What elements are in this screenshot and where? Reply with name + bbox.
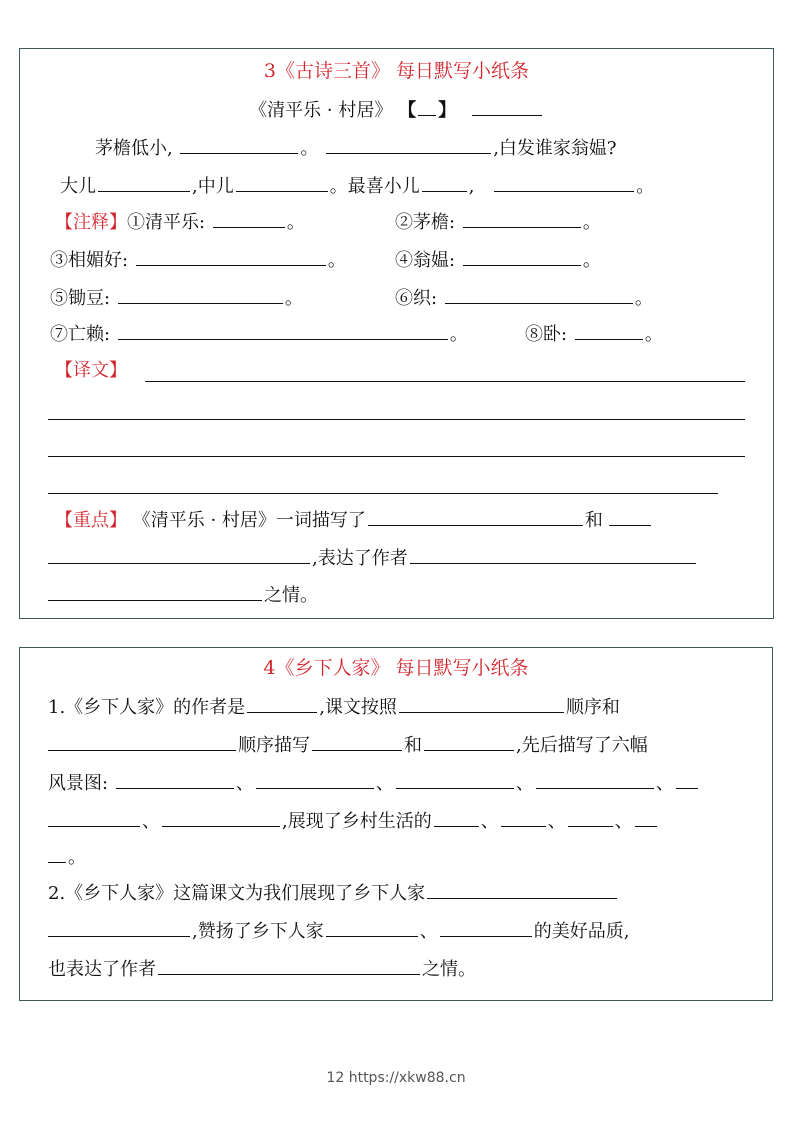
text: 。最喜小儿 [329, 176, 420, 197]
scene-blank[interactable] [536, 770, 654, 789]
translation-label: 【译文】 [55, 360, 127, 381]
dictation-card-xiangxia [19, 647, 773, 1001]
notes-row-3b [395, 285, 773, 311]
blank[interactable] [48, 545, 310, 564]
note-blank[interactable] [445, 285, 633, 304]
text: 。 [582, 212, 601, 233]
q2-row-3 [48, 956, 772, 982]
blank[interactable] [158, 956, 420, 975]
text: 顺序描写 [238, 735, 310, 756]
text: 也表达了作者 [48, 959, 156, 980]
text: 大儿 [60, 176, 96, 197]
text: 、 [235, 773, 254, 794]
text: 。 [327, 250, 346, 271]
notes-row-4b [525, 321, 773, 347]
q1-row-1 [48, 694, 772, 720]
blank[interactable] [98, 173, 190, 192]
note-label: ⑤锄豆: [50, 288, 111, 309]
translation-line-1[interactable] [145, 381, 745, 382]
page-footer: 12 https://xkw88.cn [326, 1070, 466, 1086]
text: 2.《乡下人家》这篇课文为我们展现了乡下人家 [48, 883, 426, 904]
text: 1.《乡下人家》的作者是 [48, 697, 246, 718]
text: 的美好品质, [533, 921, 630, 942]
text: 《清平乐 · 村居》一词描写了 [132, 510, 366, 531]
text: 。 [68, 847, 86, 868]
key-row-2 [48, 545, 773, 571]
key-row-1 [55, 507, 773, 533]
translation-line-2[interactable] [48, 419, 745, 420]
note-blank[interactable] [213, 209, 285, 228]
note-blank[interactable] [118, 321, 448, 340]
card-title: 3《古诗三首》 每日默写小纸条 [263, 60, 530, 82]
note-label: ⑧卧: [525, 324, 568, 345]
note-blank[interactable] [136, 247, 326, 266]
text: 和 [584, 510, 603, 531]
text: 顺序和 [565, 697, 620, 718]
q1-row-3 [48, 770, 772, 796]
blank[interactable] [247, 694, 317, 713]
poem-line-2 [60, 173, 773, 199]
text: 、 [614, 811, 633, 832]
blank[interactable] [48, 582, 262, 601]
note-label: ⑦亡赖: [50, 324, 111, 345]
blank[interactable] [368, 507, 583, 526]
text: 。 [449, 324, 468, 345]
q2-row-1 [48, 880, 772, 906]
blank[interactable] [410, 545, 696, 564]
blank[interactable] [422, 173, 467, 192]
text: , [468, 176, 475, 197]
text: ,白发谁家翁媪? [493, 138, 617, 159]
text: 茅檐低小, [95, 138, 173, 159]
note-blank[interactable] [463, 209, 581, 228]
translation-line-3[interactable] [48, 456, 745, 457]
note-blank[interactable] [463, 247, 581, 266]
blank[interactable] [568, 808, 613, 827]
poem-title-row [20, 97, 773, 123]
q1-row-4 [48, 808, 772, 834]
text: 、 [480, 811, 499, 832]
text: 、 [547, 811, 566, 832]
text: 、 [375, 773, 394, 794]
dictation-card-gushi [19, 48, 774, 619]
key-label: 【重点】 [55, 510, 127, 531]
bracket-open: 【 [398, 100, 417, 121]
text: 。 [634, 288, 653, 309]
blank[interactable] [635, 808, 657, 827]
key-row-3 [48, 582, 773, 608]
text: 。 [636, 176, 655, 197]
text: 风景图: [48, 773, 109, 794]
text: 。 [286, 212, 305, 233]
poem-line-1 [95, 135, 773, 161]
poem-title: 《清平乐 · 村居》 [249, 100, 393, 121]
blank[interactable] [180, 135, 298, 154]
blank[interactable] [609, 507, 651, 526]
blank[interactable] [440, 918, 532, 937]
text: ,课文按照 [319, 697, 397, 718]
blank[interactable] [326, 135, 491, 154]
text: 。 [300, 138, 319, 159]
card-title: 4《乡下人家》 每日默写小纸条 [263, 657, 529, 679]
blank[interactable] [501, 808, 546, 827]
scene-blank[interactable] [116, 770, 234, 789]
notes-row-2b [395, 247, 773, 273]
blank[interactable] [236, 173, 328, 192]
text: ,展现了乡村生活的 [282, 811, 432, 832]
text: ,先后描写了六幅 [516, 735, 648, 756]
q2-row-2 [48, 918, 772, 944]
notes-label: 【注释】 [55, 212, 127, 233]
note-label: ③相媚好: [50, 250, 129, 271]
text: ,赞扬了乡下人家 [192, 921, 324, 942]
scene-blank[interactable] [48, 808, 140, 827]
blank[interactable] [424, 732, 514, 751]
dynasty-blank[interactable] [418, 97, 436, 116]
text: ,表达了作者 [312, 548, 408, 569]
note-label: ⑥织: [395, 288, 438, 309]
bracket-close: 】 [438, 100, 457, 121]
note-label: ④翁媪: [395, 250, 456, 271]
text: 、 [419, 921, 438, 942]
blank[interactable] [48, 844, 66, 863]
text: 。 [582, 250, 601, 271]
blank[interactable] [48, 732, 236, 751]
blank[interactable] [434, 808, 479, 827]
blank[interactable] [399, 694, 564, 713]
blank[interactable] [326, 918, 418, 937]
text: 。 [644, 324, 663, 345]
notes-row-1b [395, 209, 773, 235]
blank[interactable] [48, 918, 190, 937]
text: 、 [515, 773, 534, 794]
text: 之情。 [422, 959, 476, 980]
blank[interactable] [312, 732, 402, 751]
author-blank[interactable] [472, 97, 542, 116]
blank[interactable] [494, 173, 634, 192]
translation-line-4[interactable] [48, 493, 718, 494]
scene-blank[interactable] [676, 770, 698, 789]
scene-blank[interactable] [162, 808, 280, 827]
q1-row-2 [48, 732, 772, 758]
text: 之情。 [264, 585, 318, 606]
text: 、 [655, 773, 674, 794]
note-blank[interactable] [575, 321, 643, 340]
blank[interactable] [427, 880, 617, 899]
note-label: ①清平乐: [127, 212, 206, 233]
text: ,中儿 [192, 176, 234, 197]
note-blank[interactable] [118, 285, 283, 304]
scene-blank[interactable] [396, 770, 514, 789]
note-label: ②茅檐: [395, 212, 456, 233]
text: 。 [284, 288, 303, 309]
text: 和 [404, 735, 422, 756]
text: 、 [142, 811, 160, 832]
scene-blank[interactable] [256, 770, 374, 789]
q1-row-5 [48, 844, 772, 870]
